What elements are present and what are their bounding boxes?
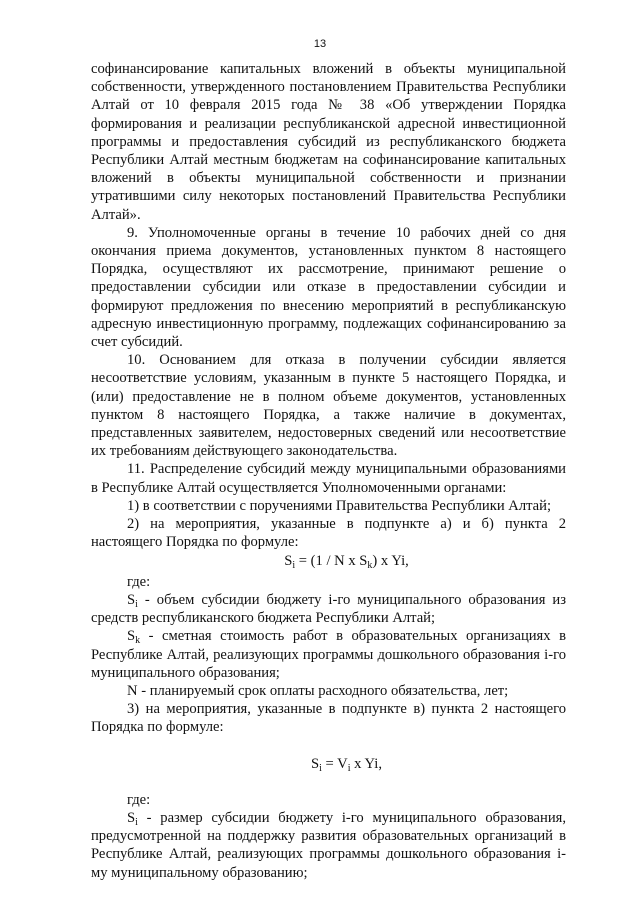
paragraph-item-11: 11. Распределение субсидий между муниципальными образованиями в Республике Алтай осуществляется Уполномоченными органами: [91, 461, 566, 496]
subitem-1: 1) в соответствии с поручениями Правительства Республики Алтай; [127, 497, 551, 514]
paragraph-item-10: 10. Основанием для отказа в получении субсидии является несоответствие условиям, указанным в пункте 5 настоящего Порядка, и (или) предоставление не в полном объеме документов, установленных пунктом 8 настоящего Порядка, а также наличие в документах, представленных заявителем, недостоверных сведений или несоответствие их требованиям действующего законодательства. [91, 352, 566, 460]
definition-sk: $S_k$ - сметная стоимость работ в образовательных организациях в Республике Алтай, реализующих программы дошкольного образования i-го муниципального образования; [91, 628, 566, 681]
page-number: 13 [313, 38, 327, 50]
paragraph-item-9: 9. Уполномоченные органы в течение 10 рабочих дней со дня окончания приема документов, установленных пунктом 8 настоящего Порядка, осуществляют их рассмотрение, принимают решение о предоставлении субсидии или отказе в предоставлении субсидии и формируют предложения по внесению мероприятий в республиканскую адресную инвестиционную программу, подлежащих софинансированию за счет субсидий. [91, 224, 566, 351]
where-label-2: где: [127, 791, 151, 808]
subitem-3: 3) на мероприятия, указанные в подпункте в) пункта 2 настоящего Порядка по формуле: [91, 701, 566, 736]
subitem-2: 2) на мероприятия, указанные в подпункте а) и б) пункта 2 настоящего Порядка по формуле: [91, 516, 566, 551]
where-label-1: где: [127, 573, 151, 590]
definition-si-2: $S_i$ - размер субсидии бюджету i-го муниципального образования, предусмотренной на поддержку развития образовательных организаций в Республике Алтай, реализующих программы дошкольного образования i-му муниципальному образованию; [91, 809, 566, 881]
formula-1: $S_i = (1 / N$ x $S_k$) x Yi, [284, 553, 409, 572]
document-body [91, 60, 566, 882]
definition-n: N - планируемый срок оплаты расходного обязательства, лет; [127, 682, 509, 699]
paragraph-continuation: софинансирование капитальных вложений в объекты муниципальной собственности, утвержденного постановлением Правительства Республики Алтай от 10 февраля 2015 года № 38 «Об утверждении Порядка формирования и реализации республиканской адресной инвестиционной программы и предоставления субсидий из республиканского бюджета Республики Алтай местным бюджетам на софинансирование капитальных вложений в объекты муниципальной собственности и признании утратившими силу некоторых постановлений Правительства Республики Алтай». [91, 61, 566, 223]
definition-si-1: $S_i$ - объем субсидии бюджету i-го муниципального образования из средств республиканского бюджета Республики Алтай; [91, 591, 566, 627]
formula-2: $S_i = V_i$ x Yi, [311, 755, 382, 774]
